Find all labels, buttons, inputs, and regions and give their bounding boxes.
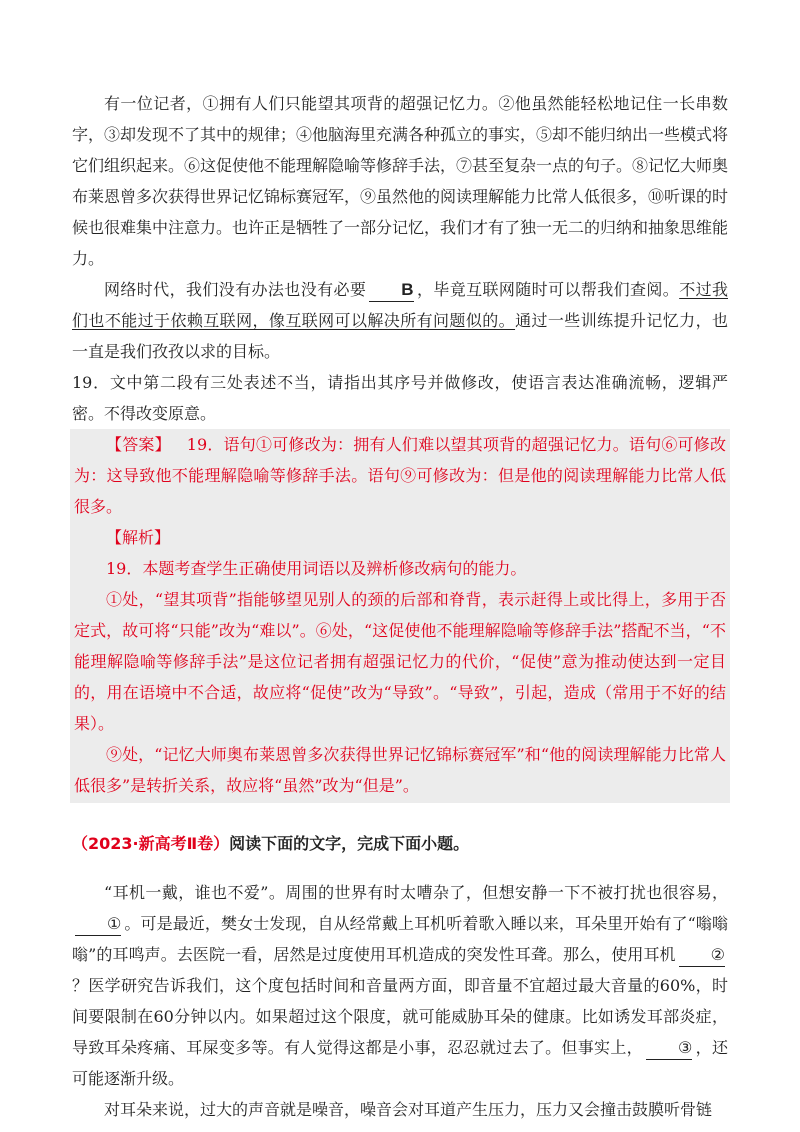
answer-box: [70, 429, 730, 803]
source-instruction: 阅读下面的文字，完成下面小题。: [229, 834, 470, 853]
answer-text: 19．语句①可修改为：拥有人们难以望其项背的超强记忆力。语句⑥可修改为：这导致他不能理解隐喻等修辞手法。语句⑨可修改为：但是他的阅读理解能力比常人低很多。: [74, 435, 726, 516]
passage2-text: “耳机一戴，谁也不爱”。周围的世界有时太嘈杂了，但想安静一下不被打扰也很容易，: [104, 883, 728, 902]
passage1-text: 网络时代，我们没有办法也没有必要: [104, 280, 367, 299]
analysis-line1: 19．本题考查学生正确使用词语以及辨析修改病句的能力。: [106, 559, 527, 578]
passage1-text: ，毕竟互联网随时可以帮我们查阅。: [416, 280, 680, 299]
analysis-paragraph2: ⑨处，“记忆大师奥布莱恩曾多次获得世界记忆锦标赛冠军”和“他的阅读理解能力比常人低很多”是转折关系，故应将“虽然”改为“但是”。: [74, 745, 726, 795]
passage1-paragraph1: 有一位记者，①拥有人们只能望其项背的超强记忆力。②他虽然能轻松地记住一长串数字，③却发现不了其中的规律；④他脑海里充满各种孤立的事实，⑤却不能归纳出一些模式将它们组织起来。⑥这促使他不能理解隐喻等修辞手法，⑦甚至复杂一点的句子。⑧记忆大师奥布莱恩曾多次获得世界记忆锦标赛冠军，⑨虽然他的阅读理解能力比常人低很多，⑩听课的时候也很难集中注意力。也许正是牺牲了一部分记忆，我们才有了独一无二的归纳和抽象思维能力。: [72, 94, 729, 268]
question-19: 19．文中第二段有三处表述不当，请指出其序号并做修改，使语言表达准确流畅，逻辑严密。不得改变原意。: [72, 373, 728, 423]
answer-paragraph: [74, 429, 726, 522]
analysis-label: 【解析】: [106, 528, 171, 547]
source-tag: （2023·新高考Ⅱ卷）: [72, 834, 230, 853]
document-page: [72, 88, 728, 1125]
blank-1: ①: [75, 913, 121, 936]
passage2-paragraph1: [72, 877, 728, 1094]
analysis-paragraph1: ①处，“望其项背”指能够望见别人的颈的后部和脊背，表示赶得上或比得上，多用于否定式，故可将“只能”改为“难以”。⑥处，“这促使他不能理解隐喻等修辞手法”搭配不当，“不能理解隐喻等修辞手法”是这位记者拥有超强记忆力的代价，“促使”意为推动使达到一定目的，用在语境中不合适，故应将“促使”改为“导致”。“导致”，引起，造成（常用于不好的结果）。: [74, 590, 726, 733]
blank-2: ②: [679, 944, 725, 967]
passage2-text: ，还可能逐渐升级。: [72, 1038, 728, 1088]
passage1-text: 通过一些训练提升记忆力，也一直是我们孜孜以求的目标。: [72, 311, 728, 361]
blank-3: ③: [646, 1037, 692, 1060]
passage2-text: 。可是最近，樊女士发现，自从经常戴上耳机听着歌入睡以来，耳朵里开始有了“嗡嗡嗡”的耳鸣声。去医院一看，居然是过度使用耳机造成的突发性耳聋。那么，使用耳机: [72, 914, 728, 964]
passage2-text: ？医学研究告诉我们，这个度包括时间和音量两方面，即音量不宜超过最大音量的60%，时间要限制在60分钟以内。如果超过这个限度，就可能威胁耳朵的健康。比如诱发耳部炎症，导致耳朵疼痛、耳屎变多等。有人觉得这都是小事，忍忍就过去了。但事实上，: [72, 976, 728, 1057]
passage1-paragraph2: [72, 274, 728, 367]
spacer: [72, 859, 728, 877]
source-heading: [72, 829, 728, 859]
passage2-paragraph2: 对耳朵来说，过大的声音就是噪音，噪音会对耳道产生压力，压力又会撞击鼓膜听骨链: [104, 1100, 713, 1119]
blank-b: B: [369, 279, 413, 302]
answer-label: 【答案】: [106, 435, 171, 454]
underlined-sentence: 不过我们也不能过于依赖互联网，像互联网可以解决所有问题似的。: [72, 280, 728, 330]
